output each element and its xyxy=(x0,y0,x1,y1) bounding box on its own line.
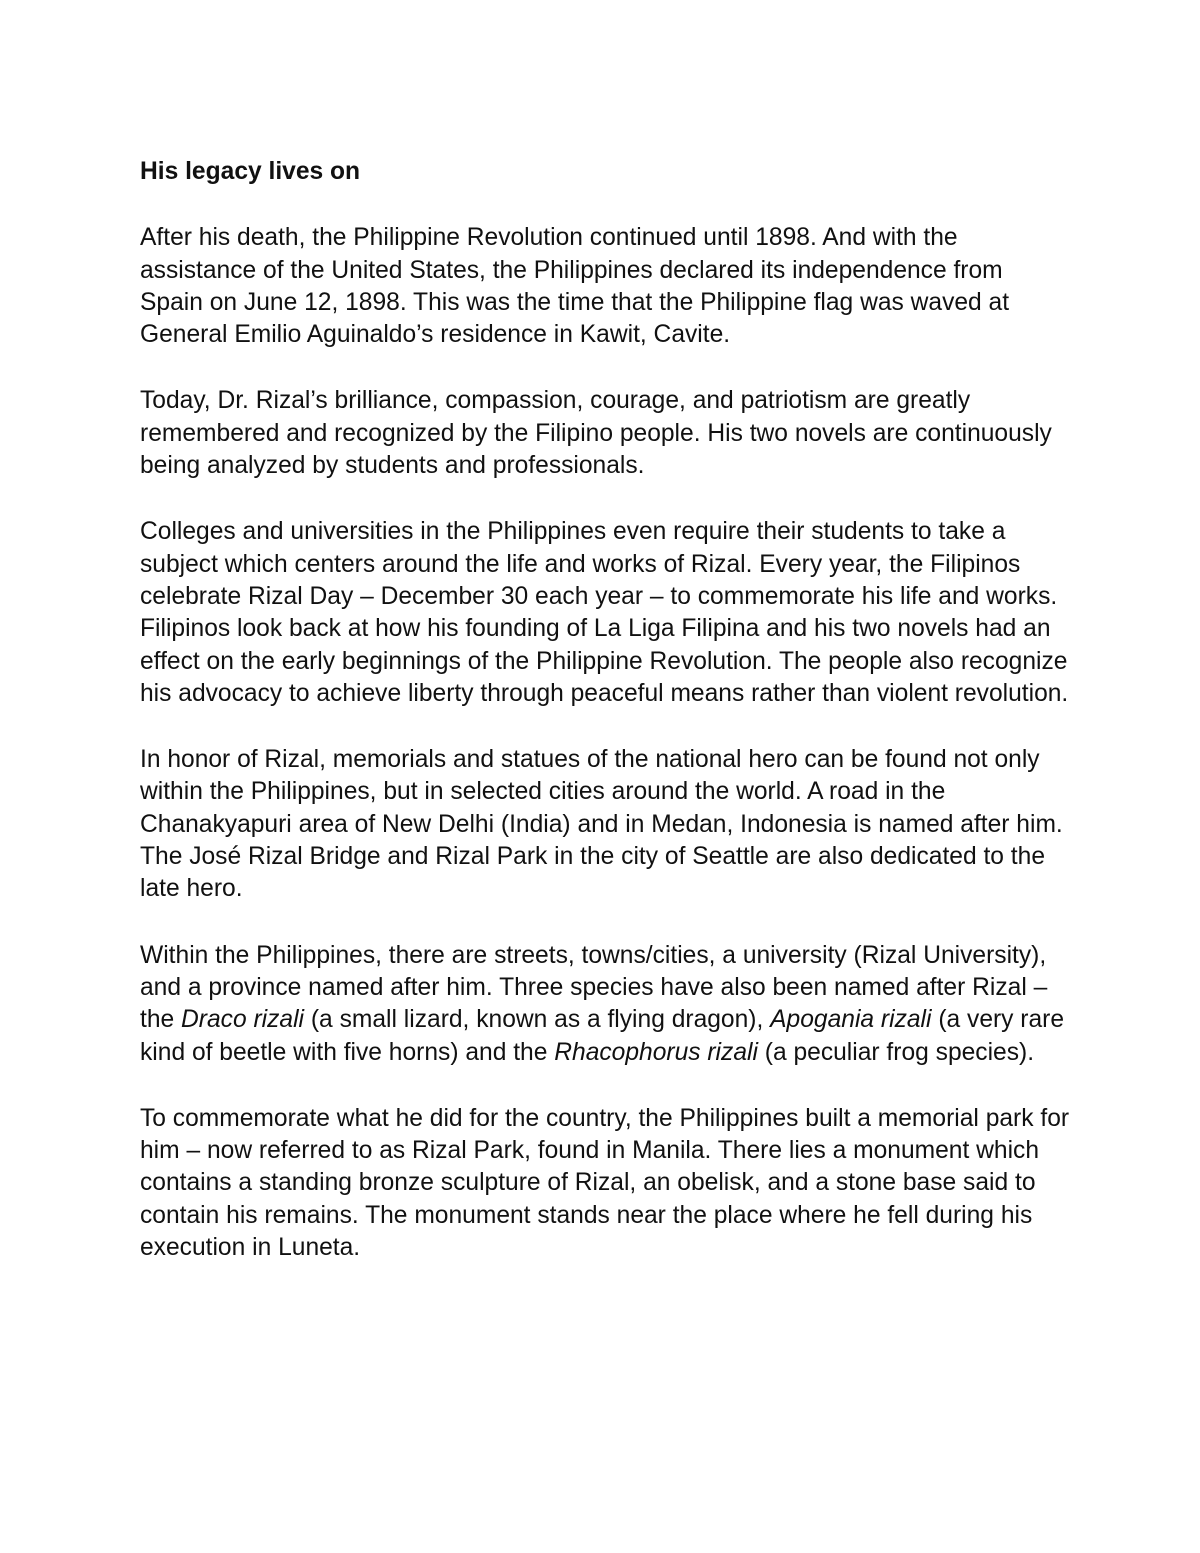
species-name-apogania: Apogania rizali xyxy=(770,1006,932,1034)
paragraph-education-rizal-day: Colleges and universities in the Philippines even require their students to take a subject which centers around the life and works of Rizal. Every year, the Filipinos celebrate Rizal Day – December 30 each year – to commemorate his life and works. Filipinos look back at how his founding of La Liga Filipina and his two novels had an effect on the early beginnings of the Philippine Revolution. The people also recognize his advocacy to achieve liberty through peaceful means rather than violent revolution. xyxy=(140,518,1069,707)
text-segment: Within the Philippines, there are streets, towns/cities, a university (Rizal University), and a province named after him. Three species have also been named after Rizal – the xyxy=(140,941,1048,1034)
paragraph-remembrance: Today, Dr. Rizal’s brilliance, compassion, courage, and patriotism are greatly remembered and recognized by the Filipino people. His two novels are continuously being analyzed by students and professionals. xyxy=(140,387,1052,480)
section-heading: His legacy lives on xyxy=(140,158,361,185)
text-segment: (a small lizard, known as a flying dragon), xyxy=(304,1006,771,1034)
paragraph-rizal-park: To commemorate what he did for the country, the Philippines built a memorial park for him – now referred to as Rizal Park, found in Manila. There lies a monument which contains a standing bronze sculpture of Rizal, an obelisk, and a stone base said to contain his remains. The monument stands near the place where he fell during his execution in Luneta. xyxy=(140,1104,1070,1262)
document-body xyxy=(140,156,1070,1298)
text-segment: (a very rare kind of beetle with five horns) and the xyxy=(140,1006,1065,1066)
text-segment: (a peculiar frog species). xyxy=(757,1038,1035,1066)
paragraph-memorials-abroad: In honor of Rizal, memorials and statues of the national hero can be found not only within the Philippines, but in selected cities around the world. A road in the Chanakyapuri area of New Delhi (India) and in Medan, Indonesia is named after him. The José Rizal Bridge and Rizal Park in the city of Seattle are also dedicated to the late hero. xyxy=(140,746,1063,903)
paragraph-named-after xyxy=(140,940,1070,1069)
species-name-rhacophorus: Rhacophorus rizali xyxy=(554,1038,758,1066)
species-name-draco: Draco rizali xyxy=(181,1006,305,1034)
paragraph-independence: After his death, the Philippine Revolution continued until 1898. And with the assistance of the United States, the Philippines declared its independence from Spain on June 12, 1898. This was the time that the Philippine flag was waved at General Emilio Aguinaldo’s residence in Kawit, Cavite. xyxy=(140,224,1010,349)
